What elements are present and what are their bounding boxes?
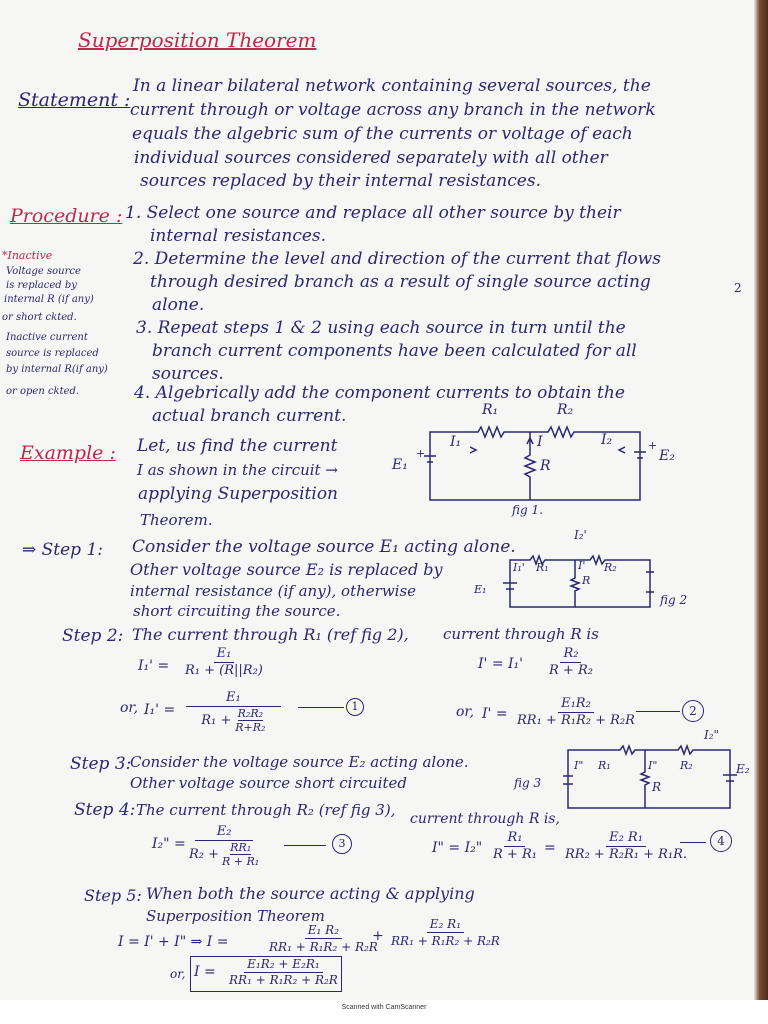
procedure-line: actual branch current. [152, 406, 347, 426]
eq2-fraction [546, 646, 596, 679]
eq4-fraction [490, 830, 540, 863]
side-note-line: Voltage source [6, 266, 81, 277]
fig3-ipp1-label: I" [574, 759, 584, 772]
eq2-tag: 2 [682, 700, 704, 722]
side-note-line: is replaced by [6, 280, 77, 291]
fig2-r-label: R [582, 574, 591, 587]
fig3-r-label: R [652, 780, 662, 794]
eq4-tag: 4 [710, 830, 732, 852]
procedure-line: 3. Repeat steps 1 & 2 using each source in turn until the [136, 318, 626, 338]
fig1-plus-right: + [648, 439, 658, 452]
example-label: Example : [20, 442, 116, 464]
example-line: I as shown in the circuit → [137, 461, 338, 479]
page-title: Superposition Theorem [78, 28, 317, 52]
eq4b-fraction [562, 830, 690, 863]
eq3-inner-numerator: RR₁ [230, 841, 252, 854]
eq3-tag: 3 [332, 834, 352, 854]
step5-term2-denominator: RR₁ + R₁R₂ + R₂R [391, 934, 500, 948]
eq3-numerator: E₂ [195, 824, 254, 841]
example-line: Theorem. [140, 511, 213, 529]
eq1b-prefix: or, [120, 700, 139, 716]
fig3-i2pp-label: I₂" [704, 728, 720, 742]
eq1b-lhs: I₁' = [144, 702, 176, 718]
procedure-line: sources. [152, 364, 224, 384]
step5-line: Superposition Theorem [146, 907, 325, 925]
step1-line: Consider the voltage source E₁ acting alone. [132, 537, 516, 557]
step1-line: Other voltage source E₂ is replaced by [130, 560, 443, 579]
step2-right-text: current through R is [443, 625, 599, 643]
side-note-line: Inactive current [6, 332, 88, 343]
fig1-e1-label: E₁ [392, 457, 408, 473]
eq4-denominator: R + R₁ [493, 847, 537, 862]
eq1b-inner-numerator: R₂R₂ [237, 707, 264, 720]
statement-line: individual sources considered separately with all other [134, 148, 608, 168]
fig1-plus-left: + [416, 447, 426, 460]
final-fraction [226, 957, 341, 988]
step5-label: Step 5: [84, 886, 142, 905]
step1-label: ⇒ Step 1: [22, 540, 104, 560]
statement-line: current through or voltage across any branch in the network [130, 100, 656, 120]
side-note-line: or short ckted. [2, 312, 77, 323]
eq3-inner-denominator: R + R₁ [222, 855, 260, 868]
fig1-e2-label: E₂ [659, 448, 675, 464]
step5-term2-numerator: E₂ R₁ [427, 916, 464, 933]
fig1-r-label: R [540, 458, 551, 474]
eq2b-denominator: RR₁ + R₁R₂ + R₂R [517, 713, 635, 728]
procedure-line: internal resistances. [150, 226, 327, 246]
statement-label: Statement : [18, 89, 131, 111]
fig3-caption: fig 3 [514, 776, 542, 790]
fig1-r1-label: R₁ [482, 402, 499, 418]
example-line: Let, us find the current [137, 436, 338, 456]
eq3-dash [284, 845, 326, 846]
step3-line: Consider the voltage source E₂ acting alone. [130, 753, 469, 771]
step5-line: When both the source acting & applying [146, 884, 475, 903]
step5-term2 [388, 916, 503, 949]
eq2-lhs: I' = I₁' [478, 656, 524, 672]
side-note-line: *Inactive [2, 249, 53, 262]
eq2b-prefix: or, [456, 704, 475, 720]
side-note-line: by internal R(if any) [6, 364, 108, 375]
eq2b-lhs: I' = [482, 706, 508, 722]
eq3-lhs: I₂" = [152, 836, 186, 852]
eq1-lhs: I₁' = [138, 658, 170, 674]
statement-line: equals the algebric sum of the currents or voltage of each [132, 124, 633, 144]
eq1b-numerator: E₁ [186, 690, 281, 707]
side-note-line: source is replaced [6, 348, 99, 359]
scanner-watermark: Scanned with CamScanner [341, 1004, 427, 1011]
step5-term1 [266, 922, 381, 955]
eq1-dash [298, 707, 344, 708]
procedure-line: 1. Select one source and replace all other source by their [125, 203, 621, 223]
procedure-line: 4. Algebrically add the component currents to obtain the [134, 383, 625, 403]
procedure-label: Procedure : [10, 205, 123, 227]
fig3-r2-label: R₂ [680, 759, 693, 772]
fig1-i1-label: I₁ [450, 434, 462, 450]
side-note-line: or open ckted. [6, 386, 80, 397]
eq1b-denominator-a: R₁ + [201, 712, 232, 728]
eq2b-numerator: E₁R₂ [558, 696, 594, 713]
eq2-denominator: R + R₂ [549, 663, 593, 678]
step1-line: internal resistance (if any), otherwise [130, 582, 417, 600]
eq2-dash [636, 711, 680, 712]
fig2-r1-label: R₁ [536, 561, 549, 574]
step5-eq-lhs: I = I' + I" ⇒ I = [118, 934, 229, 950]
fig1-i2-label: I₂ [601, 432, 613, 448]
eq4-dash [680, 842, 706, 843]
eq3-fraction [186, 824, 262, 868]
step3-line: Other voltage source short circuited [130, 774, 408, 792]
eq2b-fraction [514, 696, 638, 729]
step4-text: The current through R₂ (ref fig 3), [136, 801, 396, 819]
eq4-numerator: R₁ [504, 830, 525, 847]
eq4-lhs: I" = I₂" [432, 840, 483, 856]
step5-plus: + [372, 928, 384, 944]
fig3-circuit [563, 746, 737, 808]
procedure-line: branch current components have been calculated for all [152, 341, 637, 361]
eq1b-inner-denominator: R+R₂ [235, 721, 266, 734]
fig2-i1p-label: I₁' [513, 561, 525, 574]
statement-line: In a linear bilateral network containing several sources, the [133, 76, 651, 96]
fig1-i-label: I [537, 434, 543, 450]
eq3-denominator-a: R₂ + [189, 846, 220, 862]
fig2-i2p-label: I₂' [574, 528, 587, 542]
eq1-numerator: E₁ [214, 646, 235, 663]
eq1-denominator: R₁ + (R||R₂) [185, 663, 263, 678]
fig2-caption: fig 2 [660, 593, 688, 607]
side-note-line: internal R (if any) [4, 294, 94, 305]
step4-right-text: current through R is, [410, 811, 560, 827]
step1-line: short circuiting the source. [133, 602, 341, 620]
statement-line: sources replaced by their internal resistances. [140, 171, 541, 191]
example-line: applying Superposition [138, 484, 339, 504]
step3-label: Step 3: [70, 754, 132, 774]
step5-term1-denominator: RR₁ + R₁R₂ + R₂R [269, 940, 378, 954]
eq4b-numerator: E₂ R₁ [606, 830, 646, 847]
fig2-e1-label: E₁ [474, 583, 487, 596]
final-lhs: I = [194, 964, 216, 980]
fig3-e2-label: E₂ [736, 762, 750, 776]
step2-label: Step 2: [62, 626, 124, 646]
final-numerator: E₁R₂ + E₂R₁ [244, 957, 323, 973]
eq1-fraction [182, 646, 266, 679]
step5-term1-numerator: E₁ R₂ [305, 922, 342, 939]
eq2-numerator: R₂ [560, 646, 581, 663]
eq1b-fraction [186, 690, 281, 734]
eq1-tag: 1 [346, 698, 364, 716]
fig3-r1-label: R₁ [598, 759, 611, 772]
procedure-line: 2. Determine the level and direction of the current that flows [133, 249, 661, 269]
final-prefix: or, [170, 967, 186, 981]
eq4-equals: = [544, 840, 556, 856]
procedure-line: through desired branch as a result of single source acting [150, 272, 651, 292]
fig2-r2-label: R₂ [604, 561, 617, 574]
procedure-line: alone. [152, 295, 205, 315]
eq4b-denominator: RR₂ + R₂R₁ + R₁R. [565, 847, 688, 862]
fig1-r2-label: R₂ [557, 402, 574, 418]
step2-text: The current through R₁ (ref fig 2), [132, 625, 409, 644]
final-denominator: RR₁ + R₁R₂ + R₂R [229, 973, 338, 987]
fig1-caption: fig 1. [512, 503, 543, 517]
fig2-ip-label: I' [578, 559, 586, 572]
page-number: 2 [734, 281, 742, 295]
step4-label: Step 4: [74, 800, 136, 820]
fig3-ipp-label: I" [648, 759, 658, 772]
